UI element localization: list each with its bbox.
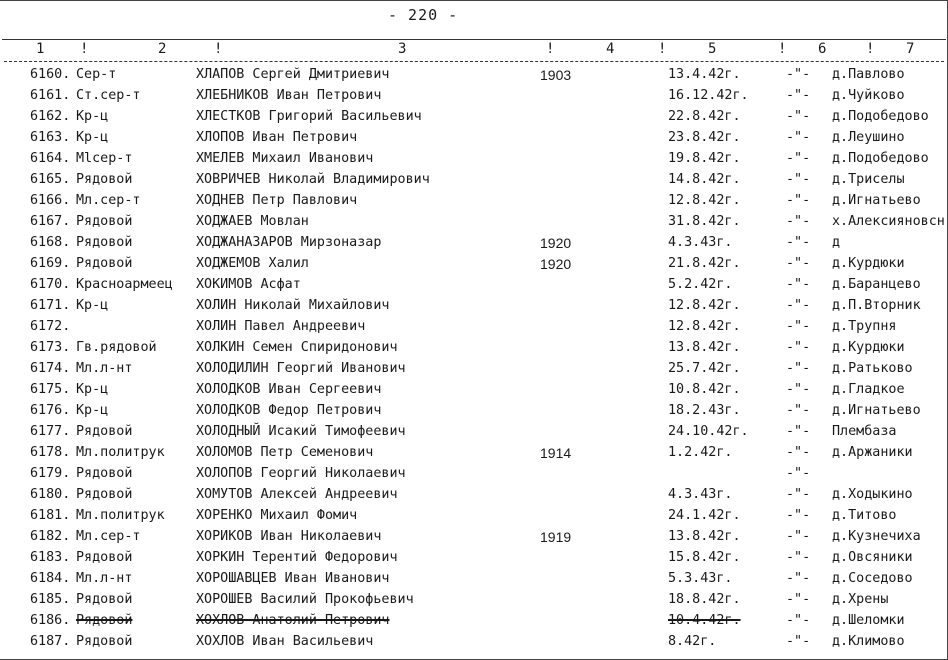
record-ditto-mark: -"- (786, 487, 811, 502)
record-ditto-mark: -"- (786, 88, 811, 103)
col-header-5: 5 (708, 41, 717, 57)
record-place: д.Аржаники (832, 445, 913, 460)
record-date: 25.7.42г. (668, 361, 741, 376)
table-row (0, 422, 948, 443)
record-name: ХОЛИН Павел Андреевич (196, 319, 366, 334)
record-place: д.Баранцево (832, 277, 921, 292)
record-ditto-mark: -"- (786, 445, 811, 460)
table-row (0, 464, 948, 485)
table-row (0, 506, 948, 527)
record-ditto-mark: -"- (786, 319, 811, 334)
table-row (0, 275, 948, 296)
record-rank: Рядовой (76, 256, 133, 271)
table-row (0, 233, 948, 254)
col-header-separator: ! (214, 41, 223, 57)
record-name: ХОЛОДКОВ Иван Сергеевич (196, 382, 382, 397)
record-place: д.Ратьково (832, 361, 913, 376)
record-rank: Рядовой (76, 550, 133, 565)
record-date: 10.4.42г. (668, 613, 741, 628)
record-name: ХОКИМОВ Асфат (196, 277, 301, 292)
record-number: 6174. (30, 361, 71, 376)
record-number: 6185. (30, 592, 71, 607)
table-row (0, 527, 948, 548)
table-row (0, 632, 948, 653)
col-header-separator: ! (778, 41, 787, 57)
record-place: д.Игнатьево (832, 403, 921, 418)
record-name: ХОЛОДИЛИН Георгий Иванович (196, 361, 406, 376)
record-ditto-mark: -"- (786, 571, 811, 586)
record-ditto-mark: -"- (786, 382, 811, 397)
record-ditto-mark: -"- (786, 172, 811, 187)
record-rank: Мл.л-нт (76, 361, 133, 376)
record-place: д.Леушино (832, 130, 905, 145)
record-place: д.Титово (832, 508, 897, 523)
record-place: д.Подобедово (832, 109, 929, 124)
record-name: ХОРОШЕВ Василий Прокофьевич (196, 592, 414, 607)
record-rank: Кр-ц (76, 403, 109, 418)
record-date: 21.8.42г. (668, 256, 741, 271)
record-place: Плембаза (832, 424, 897, 439)
record-date: 8.42г. (668, 634, 717, 649)
record-number: 6186. (30, 613, 71, 628)
record-rank: Мл.политрук (76, 445, 165, 460)
record-place: д.Курдюки (832, 256, 905, 271)
record-place: д.Подобедово (832, 151, 929, 166)
header-rule (2, 39, 946, 40)
record-ditto-mark: -"- (786, 67, 811, 82)
record-name: ХОВРИЧЕВ Николай Владимирович (196, 172, 430, 187)
record-date: 23.8.42г. (668, 130, 741, 145)
record-rank: Мlсер-т (76, 151, 133, 166)
record-rank: Рядовой (76, 592, 133, 607)
table-row (0, 170, 948, 191)
record-ditto-mark: -"- (786, 424, 811, 439)
record-rank: Кр-ц (76, 130, 109, 145)
table-row (0, 380, 948, 401)
record-name: ХОЛИН Николай Михайлович (196, 298, 390, 313)
table-row (0, 443, 948, 464)
record-date: 18.2.43г. (668, 403, 741, 418)
col-header-6: 6 (818, 41, 827, 57)
record-place: д.Кузнечиха (832, 529, 921, 544)
record-number: 6183. (30, 550, 71, 565)
record-name: ХМЕЛЕВ Михаил Иванович (196, 151, 374, 166)
col-header-separator: ! (866, 41, 875, 57)
record-date: 5.2.42г. (668, 277, 733, 292)
record-name: ХОРИКОВ Иван Николаевич (196, 529, 382, 544)
record-rank: Сер-т (76, 67, 117, 82)
table-row (0, 317, 948, 338)
record-date: 13.8.42г. (668, 529, 741, 544)
record-ditto-mark: -"- (786, 529, 811, 544)
record-number: 6164. (30, 151, 71, 166)
record-place: д.Гладкое (832, 382, 905, 397)
record-name: ХОЛОПОВ Георгий Николаевич (196, 466, 406, 481)
record-place: д.Овсяники (832, 550, 913, 565)
table-row (0, 191, 948, 212)
record-date: 12.8.42г. (668, 193, 741, 208)
table-row (0, 611, 948, 632)
record-number: 6173. (30, 340, 71, 355)
record-number: 6172. (30, 319, 71, 334)
record-date: 4.3.43г. (668, 235, 733, 250)
record-birth-year: 1920 (540, 256, 572, 272)
record-ditto-mark: -"- (786, 193, 811, 208)
record-ditto-mark: -"- (786, 130, 811, 145)
col-header-2: 2 (158, 41, 167, 57)
col-header-separator: ! (546, 41, 555, 57)
record-number: 6167. (30, 214, 71, 229)
table-row (0, 254, 948, 275)
col-header-7: 7 (906, 41, 915, 57)
record-rank: Гв.рядовой (76, 340, 157, 355)
record-ditto-mark: -"- (786, 214, 811, 229)
record-number: 6178. (30, 445, 71, 460)
record-date: 16.12.42г. (668, 88, 749, 103)
record-name: ХОДЖЕМОВ Халил (196, 256, 309, 271)
table-row (0, 86, 948, 107)
record-number: 6187. (30, 634, 71, 649)
record-number: 6166. (30, 193, 71, 208)
record-name: ХОХЛОВ Иван Васильевич (196, 634, 374, 649)
record-date: 1.2.42г. (668, 445, 733, 460)
record-name: ХОЛОДКОВ Федор Петрович (196, 403, 382, 418)
record-ditto-mark: -"- (786, 403, 811, 418)
record-date: 22.8.42г. (668, 109, 741, 124)
record-number: 6182. (30, 529, 71, 544)
record-name: ХЛЕСТКОВ Григорий Васильевич (196, 109, 422, 124)
record-date: 13.4.42г. (668, 67, 741, 82)
col-header-separator: ! (658, 41, 667, 57)
record-rank: Рядовой (76, 172, 133, 187)
record-ditto-mark: -"- (786, 550, 811, 565)
record-place: д.Павлово (832, 67, 905, 82)
record-date: 14.8.42г. (668, 172, 741, 187)
record-birth-year: 1914 (540, 445, 572, 461)
table-row (0, 65, 948, 86)
table-row (0, 401, 948, 422)
record-rank: Мл.сер-т (76, 529, 141, 544)
col-header-3: 3 (398, 41, 407, 57)
record-name: ХЛЕБНИКОВ Иван Петрович (196, 88, 382, 103)
table-row (0, 212, 948, 233)
record-ditto-mark: -"- (786, 466, 811, 481)
record-place: д.Ходыкино (832, 487, 913, 502)
record-date: 19.8.42г. (668, 151, 741, 166)
record-date: 31.8.42г. (668, 214, 741, 229)
record-date: 24.1.42г. (668, 508, 741, 523)
record-name: ХОХЛОВ Анатолий Петрович (196, 613, 390, 628)
record-number: 6177. (30, 424, 71, 439)
record-place: д.Климово (832, 634, 905, 649)
record-number: 6179. (30, 466, 71, 481)
record-place: д.Триселы (832, 172, 905, 187)
record-name: ХЛОПОВ Иван Петрович (196, 130, 358, 145)
record-birth-year: 1920 (540, 235, 572, 251)
table-row (0, 485, 948, 506)
table-row (0, 548, 948, 569)
record-place: д.Соседово (832, 571, 913, 586)
record-number: 6163. (30, 130, 71, 145)
record-date: 13.8.42г. (668, 340, 741, 355)
record-name: ХОДЖАНАЗАРОВ Мирзоназар (196, 235, 382, 250)
record-ditto-mark: -"- (786, 592, 811, 607)
record-birth-year: 1919 (540, 529, 572, 545)
table-row (0, 359, 948, 380)
record-rank: Рядовой (76, 235, 133, 250)
record-name: ХОЛОМОВ Петр Семенович (196, 445, 374, 460)
record-date: 5.3.43г. (668, 571, 733, 586)
record-name: ХОДНЕВ Петр Павлович (196, 193, 358, 208)
record-birth-year: 1903 (540, 67, 572, 83)
record-place: д.Игнатьево (832, 193, 921, 208)
table-row (0, 107, 948, 128)
col-header-4: 4 (606, 41, 615, 57)
record-number: 6170. (30, 277, 71, 292)
record-rank: Рядовой (76, 613, 133, 628)
record-ditto-mark: -"- (786, 634, 811, 649)
col-header-1: 1 (36, 41, 45, 57)
record-name: ХОРОШАВЦЕВ Иван Иванович (196, 571, 390, 586)
record-ditto-mark: -"- (786, 340, 811, 355)
record-date: 12.8.42г. (668, 319, 741, 334)
record-number: 6165. (30, 172, 71, 187)
record-date: 24.10.42г. (668, 424, 749, 439)
record-ditto-mark: -"- (786, 256, 811, 271)
record-ditto-mark: -"- (786, 235, 811, 250)
record-place: д.Шеломки (832, 613, 905, 628)
record-rank: Мл.л-нт (76, 571, 133, 586)
record-number: 6176. (30, 403, 71, 418)
page-number: - 220 - (388, 6, 459, 24)
table-row (0, 149, 948, 170)
record-name: ХОРЕНКО Михаил Фомич (196, 508, 358, 523)
record-rank: Рядовой (76, 634, 133, 649)
record-number: 6184. (30, 571, 71, 586)
record-place: д.Чуйково (832, 88, 905, 103)
record-place: д.Трупня (832, 319, 897, 334)
record-place: д (832, 235, 841, 250)
table-row (0, 590, 948, 611)
record-rank: Кр-ц (76, 109, 109, 124)
record-date: 10.8.42г. (668, 382, 741, 397)
record-rank: Рядовой (76, 424, 133, 439)
record-number: 6169. (30, 256, 71, 271)
record-name: ХОРКИН Терентий Федорович (196, 550, 398, 565)
record-list (0, 65, 948, 653)
record-rank: Рядовой (76, 466, 133, 481)
record-ditto-mark: -"- (786, 151, 811, 166)
table-row (0, 569, 948, 590)
col-header-separator: ! (80, 41, 89, 57)
table-row (0, 338, 948, 359)
record-number: 6181. (30, 508, 71, 523)
record-place: д.Курдюки (832, 340, 905, 355)
record-rank: Рядовой (76, 214, 133, 229)
record-number: 6160. (30, 67, 71, 82)
record-date: 15.8.42г. (668, 550, 741, 565)
record-place: д.П.Вторник (832, 298, 921, 313)
record-ditto-mark: -"- (786, 277, 811, 292)
record-number: 6171. (30, 298, 71, 313)
record-number: 6168. (30, 235, 71, 250)
record-ditto-mark: -"- (786, 109, 811, 124)
record-number: 6175. (30, 382, 71, 397)
record-ditto-mark: -"- (786, 298, 811, 313)
record-date: 18.8.42г. (668, 592, 741, 607)
record-place: д.Хрены (832, 592, 889, 607)
record-name: ХЛАПОВ Сергей Дмитриевич (196, 67, 390, 82)
record-rank: Кр-ц (76, 298, 109, 313)
record-name: ХОЛОДНЫЙ Исакий Тимофеевич (196, 424, 406, 439)
record-date: 4.3.43г. (668, 487, 733, 502)
record-rank: Красноармеец (76, 277, 173, 292)
record-rank: Кр-ц (76, 382, 109, 397)
record-ditto-mark: -"- (786, 508, 811, 523)
record-date: 12.8.42г. (668, 298, 741, 313)
record-number: 6161. (30, 88, 71, 103)
record-name: ХОДЖАЕВ Мовлан (196, 214, 309, 229)
record-ditto-mark: -"- (786, 361, 811, 376)
record-rank: Мл.политрук (76, 508, 165, 523)
record-rank: Рядовой (76, 487, 133, 502)
table-row (0, 128, 948, 149)
record-name: ХОМУТОВ Алексей Андреевич (196, 487, 398, 502)
record-ditto-mark: -"- (786, 613, 811, 628)
record-name: ХОЛКИН Семен Спиридонович (196, 340, 398, 355)
table-row (0, 296, 948, 317)
record-rank: Ст.сер-т (76, 88, 141, 103)
record-rank: Мл.сер-т (76, 193, 141, 208)
record-place: х.Алексияновсн (832, 214, 945, 229)
dashed-header-rule (4, 61, 944, 62)
record-number: 6162. (30, 109, 71, 124)
record-number: 6180. (30, 487, 71, 502)
